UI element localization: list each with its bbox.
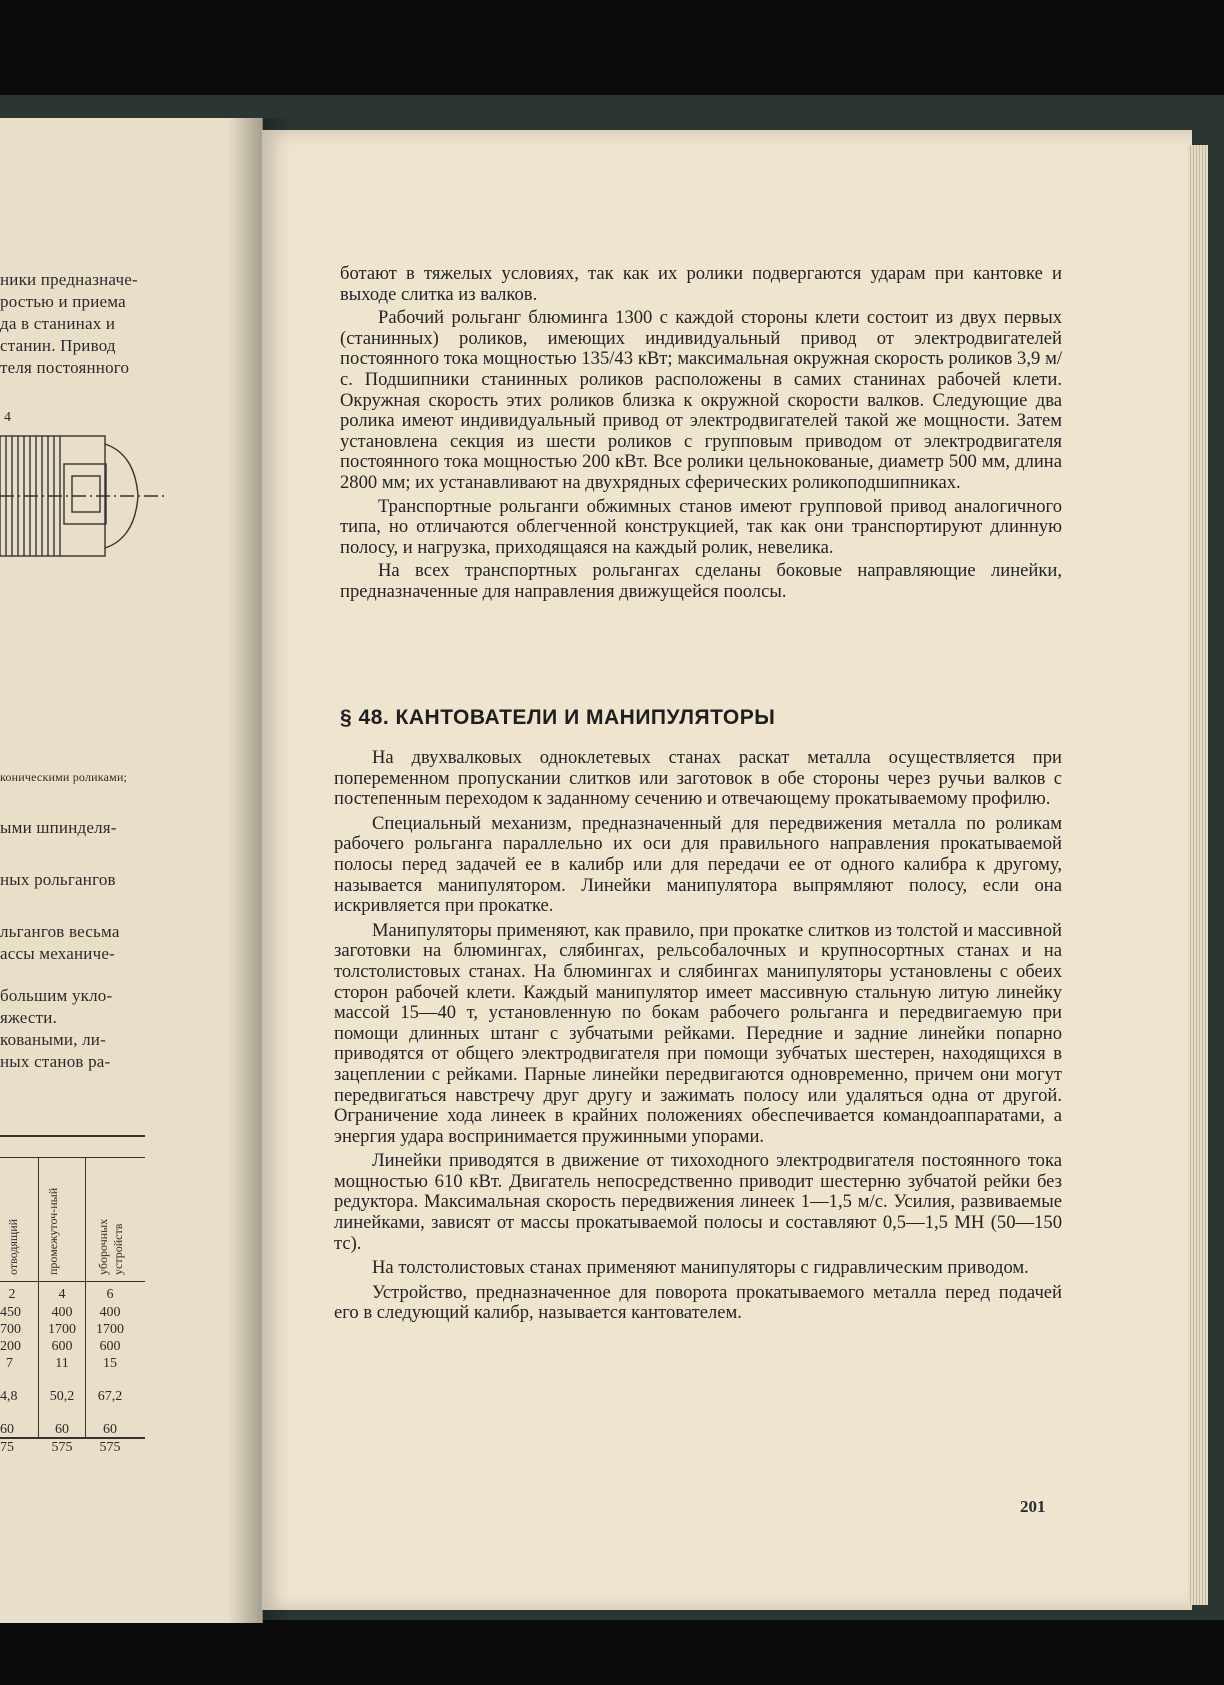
table-col-number: 6 [106,1287,114,1302]
table-cell: 200 [0,1339,21,1354]
table-col-number: 4 [58,1287,66,1302]
section-heading: § 48. КАНТОВАТЕЛИ И МАНИПУЛЯТОРЫ [340,706,776,729]
text-block-bottom [334,748,1062,1324]
table-cell: 67,2 [97,1389,123,1404]
table-cell: 575 [99,1440,121,1455]
table-cell: 600 [99,1339,121,1354]
left-page [0,118,263,1623]
table-cell: 60 [103,1422,117,1437]
left-text-line: ных рольгангов [0,870,116,889]
table-cell: 50,2 [49,1389,75,1404]
table-cell: 575 [51,1440,73,1455]
table-cell: 400 [51,1305,73,1320]
paragraph: ботают в тяжелых условиях, так как их ролики подвергаются ударам при кантовке и выходе слитка из валков. [340,263,1062,305]
page-edges [1188,145,1208,1605]
paragraph: На толстолистовых станах применяют манипуляторы с гидравлическим приводом. [372,1257,1029,1279]
motor-drawing [0,424,170,584]
text-block-top [340,264,1062,603]
paragraph: Транспортные рольганги обжимных станов имеют групповой привод аналогичного типа, но отличаются облегченной конструкцией, так как они транспортируют длинную полосу, и нагрузка, приходящаяся на каждый ролик, невелика. [340,495,1062,558]
table-cell: 700 [0,1322,21,1337]
left-text-line: ростью и приема [0,292,126,311]
table-cell: 1700 [96,1322,124,1337]
left-text-line: ыми шпинделя- [0,818,117,837]
left-text-line: станин. Привод [0,336,116,355]
left-caption: коническими роликами; [0,770,128,784]
left-text-line: коваными, ли- [0,1030,106,1049]
table-cell: 450 [0,1305,21,1320]
table-header: уборочных устройств [96,1218,125,1275]
page-number: 201 [1020,1497,1046,1516]
left-text-line: ники предназначе- [0,270,138,289]
left-text-line: льгангов весьма [0,922,120,941]
left-text-line: да в станинах и [0,314,116,333]
table-cell: 400 [99,1305,121,1320]
left-text-line: яжести. [0,1008,58,1027]
table-cell: 60 [0,1422,14,1437]
table-cell: 75 [0,1440,14,1455]
left-text-line: ассы механиче- [0,944,115,963]
figure-label: 4 [4,410,12,425]
paragraph: Специальный механизм, предназначенный для передвижения металла по роликам рабочего рольганга параллельно их оси для правильного направления прокатываемой полосы перед задачей ее в калибр или для передачи ее от одного калибра к другому, называется манипулятором. Линейки манипулятора выпрямляют полосу, если она искривляется при прокатке. [334,812,1062,917]
table-col-number: 2 [8,1287,16,1302]
table-header: отводящий [6,1218,20,1275]
table-cell: 600 [51,1339,73,1354]
table-cell: 11 [55,1356,69,1371]
left-text-line: теля постоянного [0,358,130,377]
paragraph: Рабочий рольганг блюминга 1300 с каждой стороны клети состоит из двух первых (станинных) роликов, имеющих индивидуальный привод от электродвигателей постоянного тока мощностью 135/43 кВт; максимальная окружная скорость роликов 3,9 м/с. Подшипники станинных роликов расположены в самих станинах рабочей клети. Окружная скорость этих роликов близка к окружной скорости валков. Следующие два ролика имеют индивидуальный привод от электродвигателей такой же мощности. Затем установлена секция из шести роликов с групповым приводом от электродвигателя постоянного тока мощностью 200 кВт. Все ролики цельнокованые, диаметр 500 мм, длина 2800 мм; их устанавливают на двухрядных сферических роликоподшипниках. [340,307,1062,493]
paragraph: На всех транспортных рольгангах сделаны боковые направляющие линейки, предназначенные для направления движущейся поолсы. [340,560,1062,602]
paragraph: Линейки приводятся в движение от тихоходного электродвигателя постоянного тока мощностью 610 кВт. Двигатель непосредственно приводит шестерню зубчатой рейки без редуктора. Максимальная скорость передвижения линеек 1—1,5 м/с. Усилия, развиваемые линейками, зависят от массы прокатываемой полосы и составляют 0,5—1,5 МН (50—150 тс). [334,1150,1062,1254]
table-cell: 60 [55,1422,69,1437]
paragraph: Устройство, предназначенное для поворота прокатываемого металла перед подачей его в следующий калибр, называется кантователем. [334,1281,1062,1324]
left-text-line: большим укло- [0,986,113,1005]
table-cell: 1700 [48,1322,76,1337]
table-header: промежуточ-ный [46,1187,60,1275]
table-cell: 15 [103,1356,117,1371]
paragraph: Манипуляторы применяют, как правило, при прокатке слитков из толстой и массивной заготовки на блюмингах, слябингах, рельсобалочных и крупносортных станах и на толстолистовых станах. На блюмингах и слябингах манипуляторы установлены с обеих сторон рабочей клети. Каждый манипулятор имеет массивную стальную литую линейку массой 15—40 т, установленную по бокам рабочего рольганга и передвигаемую при помощи длинных штанг с зубчатыми рейками. Передние и задние линейки попарно приводятся от общего электродвигателя при помощи зубчатых шестерен, находящихся в зацеплении с рейками. Парные линейки передвигаются одновременно, причем они могут передвигаться навстречу друг другу и зажимать полосу или удаляться одна от другой. Ограничение хода линеек в крайних положениях обеспечивается командоаппаратами, а энергия удара воспринимается пружинными упорами. [334,919,1062,1147]
table-cell: 7 [6,1356,13,1371]
paragraph: На двухвалковых одноклетевых станах раскат металла осуществляется при попеременном пропускании слитков или заготовок в обе стороны через ручьи валков с постепенным переходом к заданному сечению и отвечающему прокатываемому профилю. [334,747,1062,810]
left-text-line: ных станов ра- [0,1052,111,1071]
table-cell: 4,8 [0,1389,18,1404]
